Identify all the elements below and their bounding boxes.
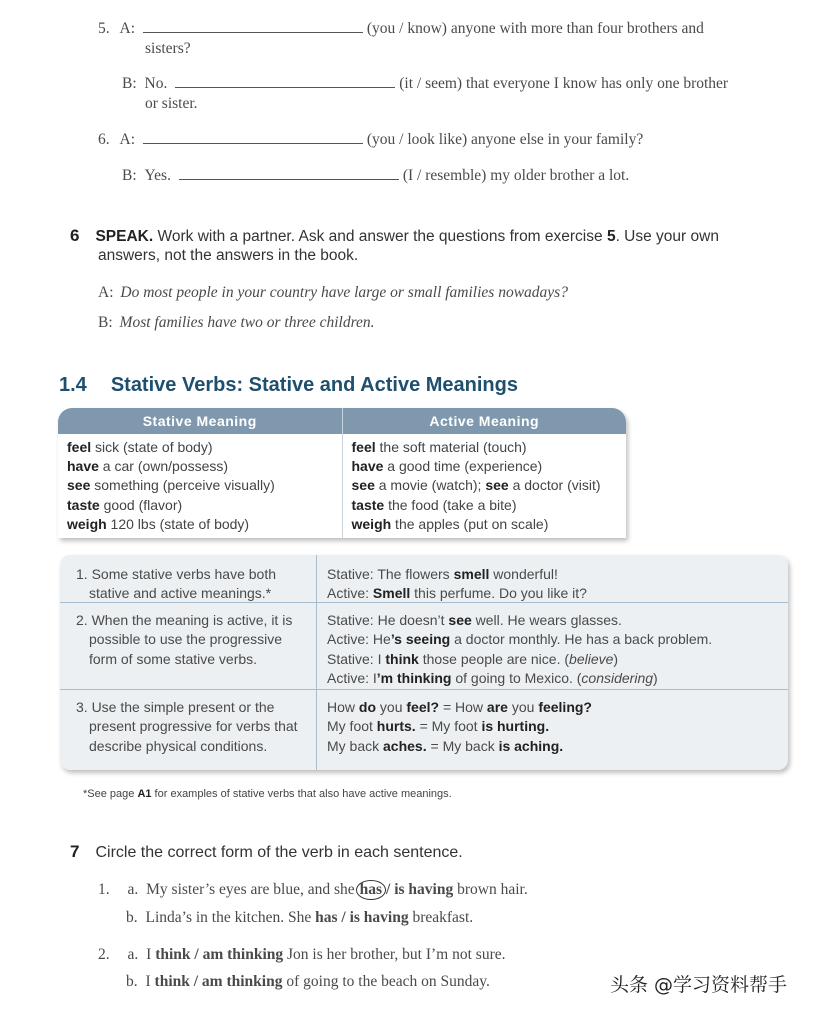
cue-text: (you / know) anyone with more than four brothers and [366, 20, 704, 37]
chart-row [67, 496, 334, 515]
sub-label: b. [126, 973, 138, 990]
text: Stative: The flowers [327, 566, 454, 582]
ex5-item6-b [122, 167, 629, 185]
rule-text: present progressive for verbs that [89, 718, 298, 735]
verb: see [67, 477, 91, 494]
bold-verb: think [385, 650, 419, 667]
note-rule [60, 603, 317, 689]
italic-gloss: believe [569, 650, 614, 667]
prefix-text: No. [144, 75, 168, 92]
item-number: 6. [98, 131, 110, 148]
exercise7-header [70, 842, 463, 862]
bold-verb: feeling? [538, 699, 592, 715]
rule-text: stative and active meanings.* [89, 585, 272, 602]
example-a [98, 284, 568, 302]
bold-verb: is hurting. [481, 718, 550, 735]
header-stative: Stative Meaning [58, 408, 343, 434]
stative-column [58, 434, 343, 538]
cue-text: (you / look like) anyone else in your family? [366, 131, 644, 148]
verb: have [351, 458, 384, 475]
example-line [327, 611, 780, 630]
chart-row [67, 515, 334, 534]
meaning-chart [58, 408, 626, 538]
exercise-number: 6 [70, 226, 80, 245]
note-examples [317, 555, 788, 602]
answer-blank[interactable] [143, 142, 363, 144]
rule-text: describe physical conditions. [89, 737, 268, 754]
sentence-text: Linda’s in the kitchen. She [145, 909, 316, 926]
exercise-instruction [95, 228, 718, 245]
option[interactable]: is having [394, 881, 454, 898]
section-number: 1.4 [59, 374, 87, 396]
options[interactable]: think / am thinking [154, 973, 283, 990]
active-column [343, 434, 627, 538]
text: those people are nice. ( [418, 650, 570, 667]
text: a doctor monthly. He has a back problem. [450, 631, 713, 648]
sub-label: a. [127, 881, 139, 898]
answer-blank[interactable] [143, 31, 363, 33]
sentence-text: of going to the beach on Sunday. [282, 973, 490, 990]
example-text: Most families have two or three children. [119, 314, 375, 331]
sentence-text: My sister’s eyes are blue, and she [146, 881, 355, 898]
ex7-item1-b [126, 909, 473, 927]
example-line [327, 650, 780, 669]
note-examples [317, 603, 788, 689]
verb: see [351, 477, 375, 494]
separator: / [386, 881, 395, 898]
meaning: the food (take a bite) [384, 496, 517, 513]
chart-row [67, 457, 334, 476]
bold-verb: feel? [406, 699, 440, 715]
text: Active: [327, 585, 373, 602]
speaker-label: B: [98, 314, 113, 331]
speaker-label: A: [98, 284, 114, 301]
rule-text: form of some stative verbs. [89, 650, 258, 667]
text: My foot [327, 718, 377, 735]
text: ) [653, 669, 658, 686]
note-rule [60, 555, 317, 602]
example-text: Do most people in your country have large or small families nowadays? [120, 284, 568, 301]
text: well. He wears glasses. [471, 612, 622, 628]
option-circled[interactable]: has [356, 880, 386, 900]
cue-text: (I / resemble) my older brother a lot. [402, 167, 630, 184]
note-row [60, 603, 788, 690]
text: = How [439, 699, 487, 715]
text: Active: He [327, 631, 391, 648]
bold-verb: see [448, 612, 472, 628]
options[interactable]: has / is having [315, 909, 409, 926]
meaning: sick (state of body) [91, 439, 213, 455]
text: you [507, 699, 539, 715]
text: this perfume. Do you like it? [410, 585, 587, 602]
note-row [60, 555, 788, 603]
chart-row [352, 438, 619, 457]
instruction-text: Work with a partner. Ask and answer the questions from exercise [157, 228, 603, 245]
ex7-item2-b [126, 973, 490, 991]
footnote [83, 788, 452, 800]
ex7-item2-a [98, 946, 506, 964]
page-ref-link[interactable]: A1 [137, 788, 152, 800]
example-line [327, 630, 780, 649]
bold-verb: aches. [383, 737, 427, 754]
sub-label: a. [127, 946, 139, 963]
speaker-label: A: [119, 20, 135, 37]
note-examples [317, 690, 788, 770]
example-line [327, 669, 780, 688]
meaning: the soft material (touch) [375, 439, 527, 455]
sentence-text: I [145, 973, 155, 990]
meaning: something (perceive visually) [90, 477, 275, 494]
sentence-text: I [146, 946, 156, 963]
cue-text: (it / seem) that everyone I know has only one brother [399, 75, 729, 92]
exercise6-header [70, 226, 719, 246]
text: you [376, 699, 407, 715]
rule-text: 1. Some stative verbs have both [76, 566, 276, 582]
verb: taste [351, 496, 385, 513]
ex5-item6-a [98, 131, 643, 149]
item-number: 5. [98, 20, 110, 37]
bold-verb: Smell [372, 585, 411, 602]
example-line [327, 584, 780, 603]
text: Stative: He doesn’t [327, 612, 449, 628]
chart-row [67, 476, 334, 495]
verb: feel [351, 439, 376, 455]
chart-row [352, 457, 619, 476]
example-line [327, 565, 780, 584]
example-b [98, 314, 375, 332]
text: How [327, 699, 359, 715]
sentence-text: brown hair. [453, 881, 528, 898]
grammar-notes [60, 555, 788, 770]
header-active: Active Meaning [429, 413, 540, 429]
rule-text: 2. When the meaning is active, it is [76, 612, 293, 628]
meaning: the apples (put on scale) [391, 515, 549, 532]
instruction-text: . Use your own [615, 228, 719, 245]
text: ) [613, 650, 619, 667]
watermark: 头条 @学习资料帮手 [610, 974, 788, 996]
verb: weigh [351, 515, 392, 532]
bold-verb: are [486, 699, 508, 715]
bold-verb: is aching. [498, 737, 564, 754]
meaning: a car (own/possess) [98, 458, 229, 475]
answer-blank[interactable] [179, 178, 399, 180]
bold-verb: ’s seeing [390, 631, 451, 648]
exercise-number: 7 [70, 842, 80, 861]
bold-verb: ’m thinking [376, 669, 452, 686]
meaning: 120 lbs (state of body) [106, 515, 250, 532]
chart-row [352, 496, 619, 515]
chart-row [67, 438, 334, 457]
item-number: 1. [98, 881, 110, 898]
meaning: a doctor (visit) [508, 477, 601, 494]
note-rule [60, 690, 317, 770]
example-line [327, 698, 780, 717]
speaker-label: A: [119, 131, 135, 148]
cue-continuation: or sister. [145, 95, 198, 112]
bold-verb: do [358, 699, 377, 715]
speak-label: SPEAK. [95, 228, 154, 245]
rule-text: 3. Use the simple present or the [76, 699, 275, 715]
verb: taste [67, 496, 100, 513]
prefix-text: Yes. [144, 167, 171, 184]
chart-row [352, 515, 619, 534]
verb: feel [67, 439, 92, 455]
sentence-text: breakfast. [408, 909, 474, 926]
answer-blank[interactable] [175, 86, 395, 88]
meaning: a good time (experience) [383, 458, 543, 475]
text: Active: I [327, 669, 377, 686]
bold-verb: hurts. [376, 718, 416, 735]
exercise-ref: 5 [606, 228, 616, 245]
speaker-label: B: [122, 167, 137, 184]
text: *See page [83, 788, 138, 800]
text: = My back [426, 737, 499, 754]
verb: see [485, 477, 509, 494]
example-line [327, 717, 780, 736]
rule-text: possible to use the progressive [89, 631, 282, 648]
text: wonderful! [489, 566, 558, 582]
text: of going to Mexico. ( [451, 669, 582, 686]
exercise-instruction: Circle the correct form of the verb in each sentence. [95, 844, 463, 861]
meaning: a movie (watch); [374, 477, 486, 494]
ex5-item5-b [122, 75, 728, 93]
text: My back [327, 737, 384, 754]
verb: weigh [67, 515, 107, 532]
section-heading [59, 374, 518, 397]
sub-label: b. [126, 909, 138, 926]
italic-gloss: considering [581, 669, 654, 686]
text: for examples of stative verbs that also have active meanings. [151, 788, 452, 800]
ex7-item1-a [98, 880, 528, 900]
options[interactable]: think / am thinking [155, 946, 284, 963]
sentence-text: Jon is her brother, but I’m not sure. [283, 946, 506, 963]
verb: have [67, 458, 99, 475]
ex5-item5-a [98, 20, 704, 38]
text: Stative: I [327, 650, 386, 667]
bold-verb: smell [453, 566, 490, 582]
speaker-label: B: [122, 75, 137, 92]
note-row [60, 690, 788, 770]
text: = My foot [415, 718, 482, 735]
meaning: good (flavor) [99, 496, 183, 513]
example-line [327, 737, 780, 756]
chart-row [352, 476, 619, 495]
cue-continuation: sisters? [145, 40, 191, 57]
section-title: Stative Verbs: Stative and Active Meanings [110, 374, 518, 396]
item-number: 2. [98, 946, 110, 963]
instruction-continuation: answers, not the answers in the book. [98, 247, 359, 264]
chart-header [58, 408, 626, 434]
